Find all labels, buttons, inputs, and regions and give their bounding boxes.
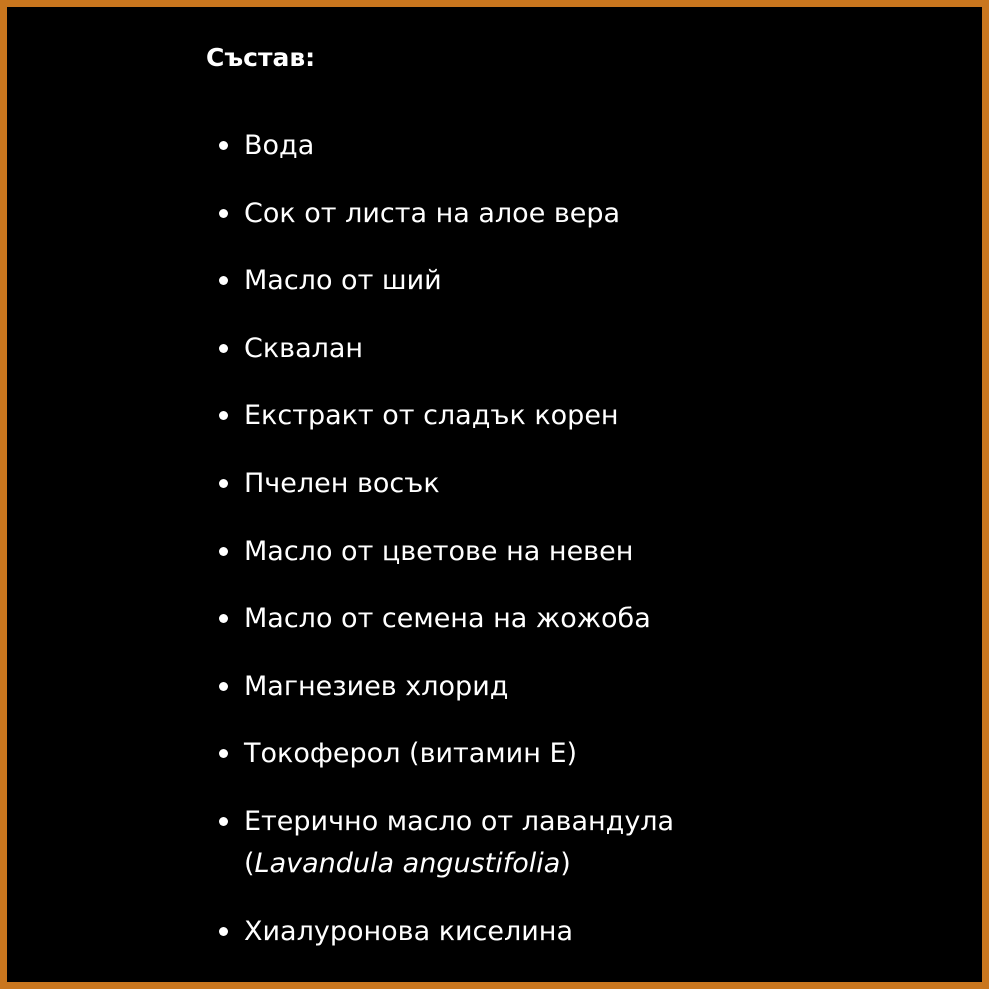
list-item — [213, 531, 933, 573]
list-item — [213, 125, 933, 167]
bullet-icon — [219, 276, 228, 285]
close-paren: ) — [560, 847, 571, 879]
ingredient-text: Токоферол (витамин Е) — [244, 738, 578, 770]
bullet-icon — [219, 411, 228, 420]
ingredient-text: Хиалуронова киселина — [244, 915, 574, 947]
ingredient-text: Сквалан — [244, 332, 364, 364]
ingredients-list — [213, 125, 933, 953]
ingredient-text: Магнезиев хлорид — [244, 670, 509, 702]
list-item — [213, 463, 933, 505]
list-item — [213, 328, 933, 370]
bullet-icon — [219, 682, 228, 691]
list-item — [213, 598, 933, 640]
list-item — [213, 733, 933, 775]
ingredient-text: Етерично масло от лавандула — [244, 805, 675, 837]
bullet-icon — [219, 209, 228, 218]
list-item — [213, 911, 933, 953]
ingredient-text: Масло от цветове на невен — [244, 535, 634, 567]
list-item — [213, 260, 933, 302]
bullet-icon — [219, 614, 228, 623]
bullet-icon — [219, 817, 228, 826]
ingredient-text: Сок от листа на алое вера — [244, 197, 621, 229]
ingredient-text: Пчелен восък — [244, 467, 440, 499]
ingredient-text: Масло от ший — [244, 265, 442, 297]
list-item-lavender — [213, 801, 933, 885]
bullet-icon — [219, 479, 228, 488]
list-item — [213, 193, 933, 235]
latin-name: Lavandula angustifolia — [254, 847, 561, 879]
bullet-icon — [219, 344, 228, 353]
open-paren: ( — [244, 847, 255, 879]
ingredient-text: Екстракт от сладък корен — [244, 400, 619, 432]
latin-name-line — [244, 843, 933, 885]
bullet-icon — [219, 547, 228, 556]
ingredients-heading: Състав: — [206, 43, 316, 72]
bullet-icon — [219, 927, 228, 936]
list-item — [213, 395, 933, 437]
ingredient-text: Вода — [244, 130, 315, 161]
ingredient-text: Масло от семена на жожоба — [244, 603, 651, 635]
list-item — [213, 666, 933, 708]
bullet-icon — [219, 749, 228, 758]
bullet-icon — [219, 141, 228, 150]
